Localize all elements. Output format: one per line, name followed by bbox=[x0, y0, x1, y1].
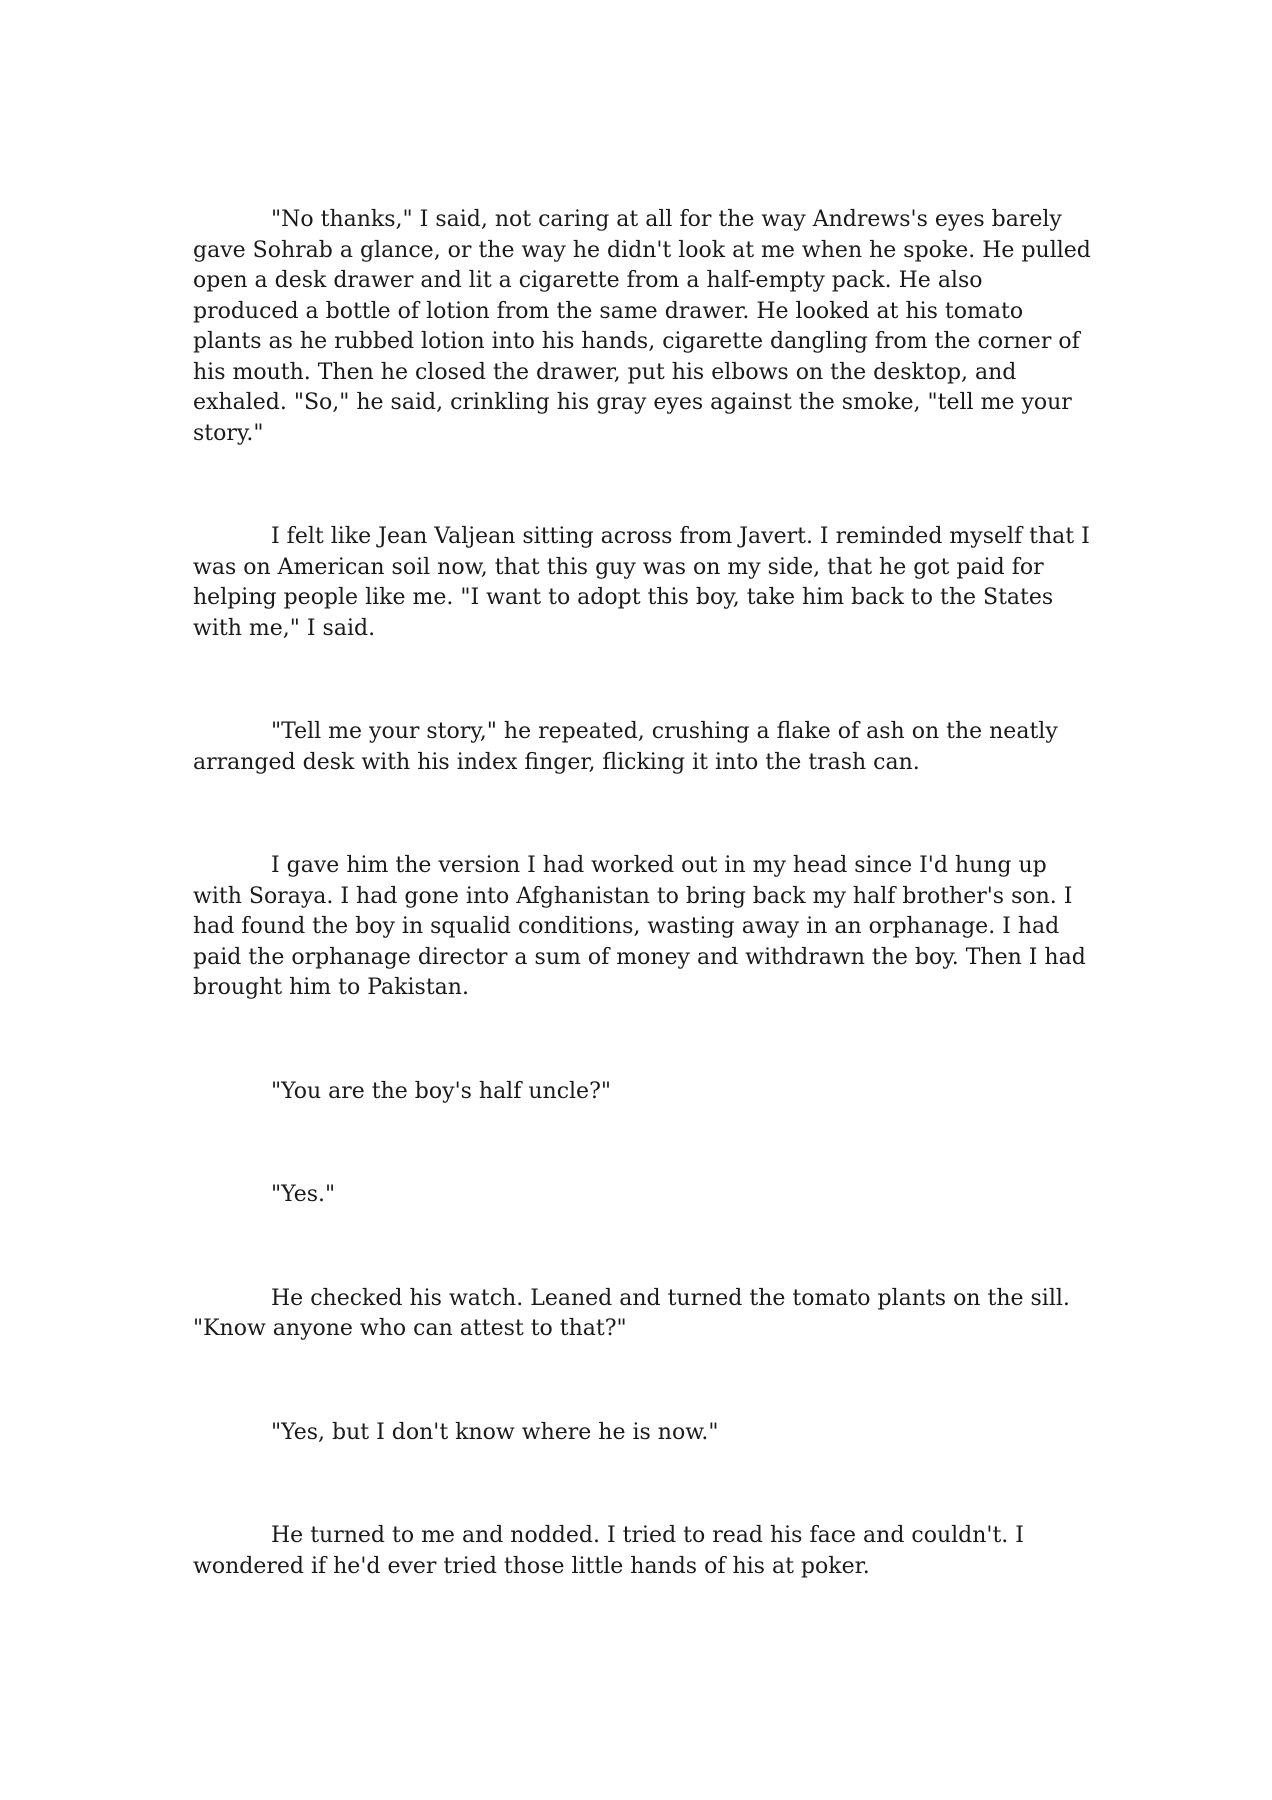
paragraph-9: He turned to me and nodded. I tried to read his face and couldn't. I wondered if he'd ever tried those little hands of his at poker. bbox=[193, 1523, 1024, 1579]
paragraph-5: "You are the boy's half uncle?" bbox=[271, 1078, 611, 1104]
paragraph-8: "Yes, but I don't know where he is now." bbox=[271, 1419, 719, 1445]
paragraph-4: I gave him the version I had worked out in my head since I'd hung up with Soraya. I had gone into Afghanistan to bring back my half brother's son. I had found the boy in squalid conditions, wasting away in an orphanage. I had paid the orphanage director a sum of money and withdrawn the boy. Then I had brought him to Pakistan. bbox=[193, 853, 1086, 1000]
paragraph-7: He checked his watch. Leaned and turned the tomato plants on the sill. "Know anyone who can attest to that?" bbox=[193, 1285, 1070, 1341]
paragraph-3: "Tell me your story," he repeated, crushing a flake of ash on the neatly arranged desk with his index finger, flicking it into the trash can. bbox=[193, 719, 1058, 775]
body-text bbox=[193, 205, 1093, 1655]
paragraph-6: "Yes." bbox=[271, 1182, 336, 1207]
paragraph-2: I felt like Jean Valjean sitting across from Javert. I reminded myself that I was on American soil now, that this guy was on my side, that he got paid for helping people like me. "I want to adopt this boy, take him back to the States with me," I said. bbox=[193, 524, 1090, 641]
paragraph-1: "No thanks," I said, not caring at all for the way Andrews's eyes barely gave Sohrab a glance, or the way he didn't look at me when he spoke. He pulled open a desk drawer and lit a cigarette from a half-empty pack. He also produced a bottle of lotion from the same drawer. He looked at his tomato plants as he rubbed lotion into his hands, cigarette dangling from the corner of his mouth. Then he closed the drawer, put his elbows on the desktop, and exhaled. "So," he said, crinkling his gray eyes against the smoke, "tell me your story." bbox=[193, 207, 1091, 446]
